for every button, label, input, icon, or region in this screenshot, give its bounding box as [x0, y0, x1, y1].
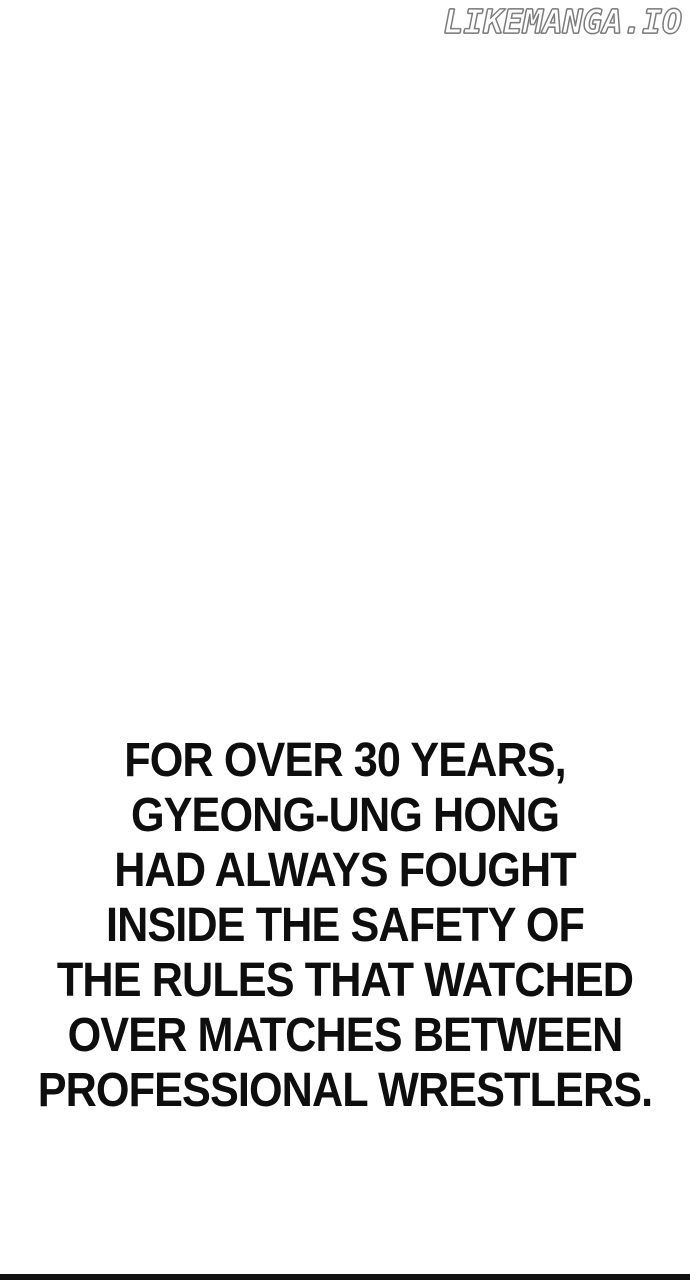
next-panel-edge	[0, 1274, 690, 1280]
narration-text-block	[35, 733, 656, 1118]
site-watermark: LIKEMANGA.IO	[443, 2, 682, 41]
narration-line: OVER MATCHES BETWEEN	[67, 1009, 623, 1062]
narration-line: GYEONG-UNG HONG	[130, 789, 560, 842]
narration-line: INSIDE THE SAFETY OF	[105, 899, 585, 952]
narration-line: THE RULES THAT WATCHED	[56, 954, 634, 1007]
narration-line: HAD ALWAYS FOUGHT	[114, 844, 576, 897]
narration-line: FOR OVER 30 YEARS,	[124, 734, 566, 787]
narration-line: PROFESSIONAL WRESTLERS.	[37, 1064, 653, 1117]
